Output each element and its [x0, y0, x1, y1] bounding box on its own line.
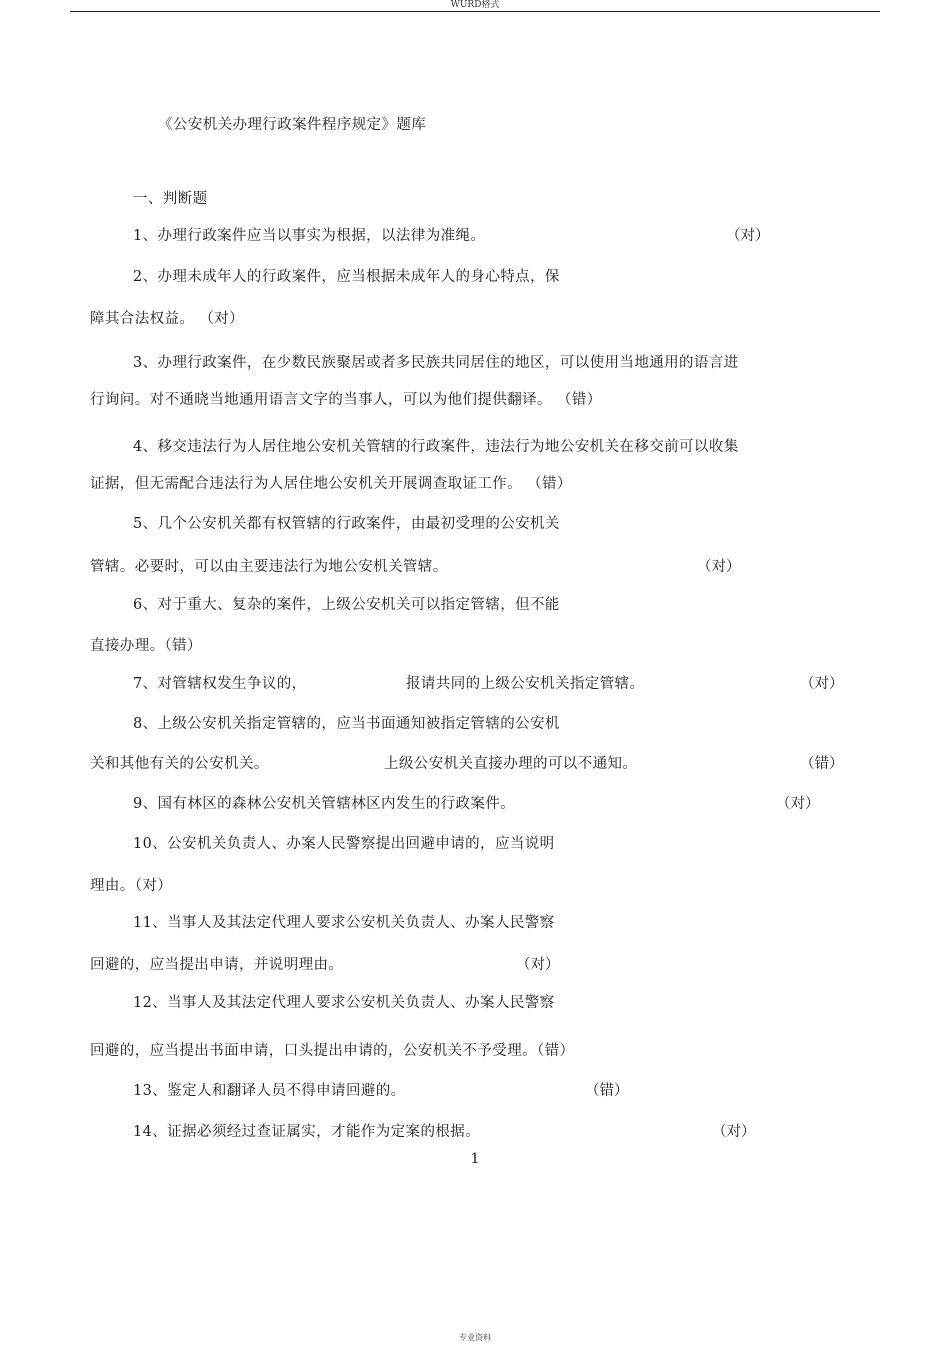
question-14-line-1: 14、证据必须经过查证属实，才能作为定案的根据。 — [133, 1124, 481, 1140]
question-7-answer: （对） — [800, 676, 844, 692]
section-heading: 一、判断题 — [133, 191, 208, 207]
page-footer: 专业资料 — [459, 1333, 491, 1342]
question-5-line-2: 管辖。必要时，可以由主要违法行为地公安机关管辖。 — [90, 559, 448, 575]
page-header: WURD格式 — [450, 0, 500, 10]
question-5-answer: （对） — [697, 559, 741, 575]
question-1-answer: （对） — [726, 228, 770, 244]
question-8-line-2b: 上级公安机关直接办理的可以不通知。 — [384, 756, 638, 772]
question-10-line-1: 10、公安机关负责人、办案人民警察提出回避申请的，应当说明 — [133, 836, 555, 852]
page-number: 1 — [470, 1151, 480, 1167]
question-6-line-2: 直接办理。（错） — [90, 638, 202, 654]
question-7-line-1b: 报请共同的上级公安机关指定管辖。 — [406, 676, 645, 692]
question-12-line-1: 12、当事人及其法定代理人要求公安机关负责人、办案人民警察 — [133, 995, 555, 1011]
question-13-answer: （错） — [585, 1083, 629, 1099]
question-8-line-1: 8、上级公安机关指定管辖的，应当书面通知被指定管辖的公安机 — [133, 716, 560, 732]
question-4-line-1: 4、移交违法行为人居住地公安机关管辖的行政案件，违法行为地公安机关在移交前可以收集 — [133, 439, 739, 455]
question-4-line-2: 证据，但无需配合违法行为人居住地公安机关开展调查取证工作。 （错） — [90, 476, 572, 492]
header-rule — [70, 11, 880, 12]
question-7-line-1: 7、对管辖权发生争议的， — [133, 676, 307, 692]
question-2-line-1: 2、办理未成年人的行政案件，应当根据未成年人的身心特点，保 — [133, 269, 560, 285]
question-8-line-2: 关和其他有关的公安机关。 — [90, 756, 269, 772]
question-3-line-2: 行询问。对不通晓当地通用语言文字的当事人，可以为他们提供翻译。 （错） — [90, 392, 602, 408]
question-12-line-2: 回避的，应当提出书面申请，口头提出申请的，公安机关不予受理。（错） — [90, 1043, 575, 1059]
question-9-line-1: 9、国有林区的森林公安机关管辖林区内发生的行政案件。 — [133, 796, 516, 812]
question-3-line-1: 3、办理行政案件，在少数民族聚居或者多民族共同居住的地区，可以使用当地通用的语言进 — [133, 355, 739, 371]
question-5-line-1: 5、几个公安机关都有权管辖的行政案件，由最初受理的公安机关 — [133, 516, 560, 532]
question-1-line-1: 1、办理行政案件应当以事实为根据，以法律为准绳。 — [133, 228, 486, 244]
question-11-line-1: 11、当事人及其法定代理人要求公安机关负责人、办案人民警察 — [133, 915, 555, 931]
question-8-answer: （错） — [800, 756, 844, 772]
question-9-answer: （对） — [776, 796, 820, 812]
question-13-line-1: 13、鉴定人和翻译人员不得申请回避的。 — [133, 1083, 406, 1099]
document-title: 《公安机关办理行政案件程序规定》题库 — [158, 117, 427, 133]
question-11-line-2: 回避的，应当提出申请，并说明理由。 — [90, 957, 344, 973]
question-6-line-1: 6、对于重大、复杂的案件，上级公安机关可以指定管辖，但不能 — [133, 597, 560, 613]
question-11-answer: （对） — [516, 957, 560, 973]
question-10-line-2: 理由。（对） — [90, 878, 173, 894]
question-2-line-2: 障其合法权益。 （对） — [90, 311, 245, 327]
question-14-answer: （对） — [712, 1124, 756, 1140]
